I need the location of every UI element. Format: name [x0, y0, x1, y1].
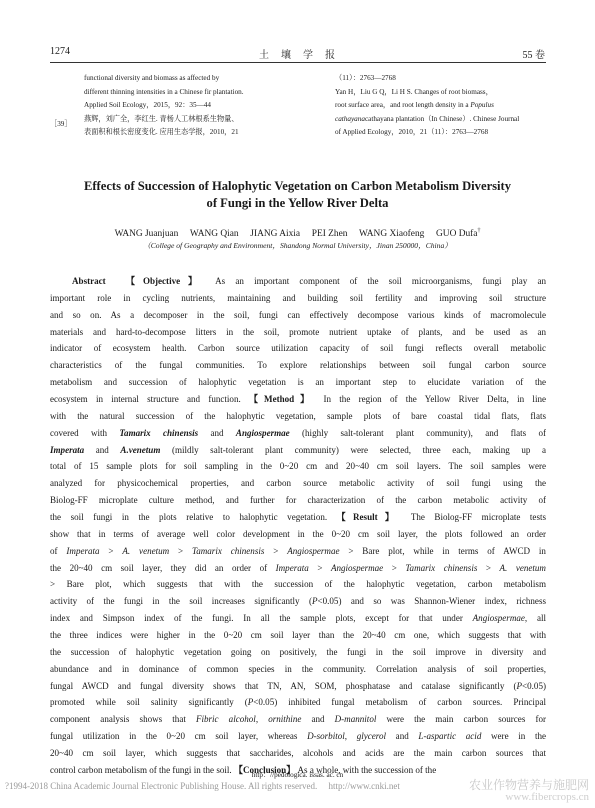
italic-term: Imperata: [275, 562, 309, 573]
reference-number: ［39］: [50, 120, 72, 128]
abstract-text: As a whole, with the succession of the: [295, 764, 437, 775]
abstract-line: [50, 307, 546, 324]
abstract-text: > Bare plot, which suggests that with the succession of the halophytic vegetation, carbon metabolism: [50, 579, 546, 590]
abstract-text: >: [169, 545, 193, 556]
italic-term: Angiospermae: [330, 562, 384, 573]
abstract-line: [50, 526, 546, 543]
volume-number: 55 卷: [522, 50, 545, 61]
abstract-text: promoted while soil salinity significantly (: [50, 697, 248, 708]
abstract-text: >: [308, 562, 331, 573]
abstract-text: (mildly salt-tolerant plant community) were selected, three each, making up a: [160, 444, 546, 455]
italic-term: P: [516, 680, 523, 691]
abstract-line: [50, 374, 546, 391]
abstract-line: [50, 273, 546, 290]
abstract-text: total of 15 sample plots for soil sampling in the 0~20 cm and 20~40 cm soil layers. The soil samples were: [50, 461, 546, 472]
abstract-text: and: [198, 427, 236, 438]
title-line: of Fungi in the Yellow River Delta: [206, 196, 389, 210]
corresponding-author-mark: †: [477, 227, 481, 234]
italic-term: Angiospermae: [287, 545, 340, 556]
italic-term: Imperata: [66, 545, 100, 556]
italic-term: D-sorbitol: [307, 731, 345, 742]
abstract-text: > Bare plot, while in terms of AWCD in: [339, 545, 546, 556]
abstract-text: Biolog-FF microplate culture method, and further for characterization of the carbon metabolic activity of: [50, 495, 546, 506]
abstract-line: [50, 340, 546, 357]
abstract-text: <0.05): [522, 680, 546, 691]
abstract-text: materials and hard-to-decompose litters in the soil, promote nutrient uptake of plants, and be used as an: [50, 326, 546, 337]
abstract-line: [50, 644, 546, 661]
abstract-line: [50, 711, 546, 728]
abstract-line: [50, 442, 546, 459]
abstract-line: [50, 458, 546, 475]
abstract-text: metabolism and succession of halophytic vegetation is an important step to elucidate variation of the: [50, 377, 546, 388]
abstract-text: indicator of ecosystem health. Carbon source utilization capacity of soil fungi reflects overall metabolic: [50, 343, 546, 354]
abstract-line: [50, 475, 546, 492]
abstract-text: important role in cycling nutrients, maintaining and building soil fertility and improving soil structure: [50, 292, 546, 303]
abstract-text: show that in terms of average well color development in the 0~20 cm soil layer, the plots followed an order: [50, 528, 546, 539]
section-marker: 【Method】: [249, 394, 316, 405]
abstract-text: index and Simpson index of the fungi. In all the sample plots, except for that under: [50, 613, 473, 624]
italic-term: A. venetum: [499, 562, 546, 573]
abstract-text: covered with: [50, 427, 120, 438]
abstract-line: [50, 560, 546, 577]
abstract-text: <0.05) inhibited fungal metabolism of carbon sources. Principal: [253, 697, 546, 708]
copyright-notice: ?1994-2018 China Academic Journal Electronic Publishing House. All rights reserved. http://www.cnki.net: [5, 781, 400, 791]
affiliation: （College of Geography and Environment，Shandong Normal University，Jinan 250000，China）: [143, 241, 452, 250]
abstract-line: [50, 425, 546, 442]
italic-term: Angiospermae: [472, 613, 525, 624]
abstract-text: (highly salt-tolerant plant community), and flats of: [289, 427, 546, 438]
abstract-text: component analysis shows that: [50, 714, 196, 725]
section-marker: 【Conclusion】: [233, 764, 296, 775]
italic-term: D-mannitol: [334, 714, 377, 725]
abstract-line: [50, 728, 546, 745]
abstract-text: fungal utilization in the 0~20 cm soil layer, whereas: [50, 731, 308, 742]
abstract-text: and: [301, 714, 335, 725]
abstract-text: the three indices were higher in the 0~20 cm soil layer than the 20~40 cm one, which suggests that with: [50, 630, 546, 641]
italic-term: Tamarix chinensis: [119, 427, 199, 438]
abstract-text: ,: [344, 731, 357, 742]
abstract-text: analyzed for physicochemical properties, and carbon source metabolic activity of soil fungi using the: [50, 478, 546, 489]
abstract-text: the soil fungi in the plots relative to halophytic vegetation.: [50, 512, 337, 523]
reference-line: （11）：2763—2768: [335, 74, 396, 82]
abstract-text: >: [383, 562, 406, 573]
watermark-text: 农业作物营养与施肥网: [468, 778, 589, 792]
abstract-text: In the region of the Yellow River Delta, in line: [315, 394, 546, 405]
reference-line: different thinning intensities in a Chinese fir plantation.: [84, 87, 244, 96]
italic-term: Populus: [470, 101, 494, 110]
italic-term: A. venetum: [122, 545, 170, 556]
italic-term: P: [311, 596, 318, 607]
abstract-text: fungal AWCD and fungal diversity shows that TN, AN, SOM, phosphatase and catalase significantly (: [50, 680, 517, 691]
abstract-text: activity of the fungi in the soil increases significantly (: [50, 596, 312, 607]
abstract-line: [50, 661, 546, 678]
abstract-text: >: [477, 562, 500, 573]
reference-line: cathayanacathayana plantation（In Chinese）. Chinese Journal: [335, 114, 520, 123]
authors-text: WANG Juanjuan WANG Qian JIANG Aixia PEI Zhen WANG Xiaofeng GUO Dufa: [114, 229, 478, 239]
abstract-text: were the main carbon sources for: [376, 714, 546, 725]
abstract-line: [50, 543, 546, 560]
header-rule: [50, 62, 546, 63]
abstract-text: characteristics of the fungal communities. To explore relationships between soil fungal carbon source: [50, 360, 546, 371]
abstract-text: 20~40 cm soil layer, which suggests that saccharides, alcohols and acids are the main carbon sources that: [50, 748, 546, 759]
abstract-label: Abstract: [72, 276, 106, 286]
abstract-line: [50, 610, 546, 627]
abstract-text: with the natural succession of the halophytic vegetation, sample plots of bare coastal tidal flats, flats: [50, 410, 546, 421]
italic-term: Fibric alcohol: [195, 714, 256, 725]
abstract-text: and so on. As a decomposer in the soil, fungi can effectively decompose various kinds of macromolecule: [50, 309, 546, 320]
abstract-line: [50, 509, 546, 526]
abstract-line: [50, 357, 546, 374]
abstract-text: As an important component of the soil microorganisms, fungi play an: [204, 276, 546, 286]
abstract-text: ecosystem in internal structure and function.: [50, 394, 249, 405]
journal-url: http：//pedologica. issas. ac. cn: [251, 771, 344, 779]
abstract-line: [50, 290, 546, 307]
italic-term: Tamarix chinensis: [405, 562, 478, 573]
abstract-text: <0.05) and so was Shannon-Wiener index, richness: [317, 596, 546, 607]
abstract-text: abundance and in dominance of common species in the community. Correlation analysis of soil properties,: [50, 663, 546, 674]
abstract-line: [50, 408, 546, 425]
abstract-line: [50, 745, 546, 762]
abstract-line: [50, 694, 546, 711]
abstract-text: were in the: [481, 731, 546, 742]
references-left-column: [84, 72, 244, 140]
abstract-text: >: [264, 545, 288, 556]
italic-term: L-aspartic acid: [418, 731, 482, 742]
abstract-line: [50, 627, 546, 644]
abstract-body: [50, 273, 546, 779]
abstract-text: the 20~40 cm soil layer, they did an order of: [50, 562, 276, 573]
abstract-line: [50, 593, 546, 610]
section-marker: 【Objective】: [126, 276, 205, 286]
abstract-line: [50, 391, 546, 408]
journal-name: 土 壤 学 报: [259, 50, 336, 61]
references-right-column: [335, 72, 519, 140]
reference-line: functional diversity and biomass as affected by: [84, 74, 220, 82]
abstract-line: [50, 324, 546, 341]
abstract-text: ,: [255, 714, 269, 725]
reference-line: of Applied Ecology，2010，21（11）：2763—2768: [335, 128, 489, 137]
italic-term: glycerol: [356, 731, 387, 742]
italic-term: Tamarix chinensis: [192, 545, 265, 556]
italic-term: Angiospermae: [235, 427, 290, 438]
abstract-text: and: [84, 444, 121, 455]
abstract-text: and: [386, 731, 419, 742]
paper-title: [40, 178, 555, 212]
abstract-text: control carbon metabolism of the fungi in the soil.: [50, 764, 234, 775]
reference-line: 燕辉，刘广全，李红生. 青杨人工林根系生物量、: [84, 114, 239, 123]
abstract-text: the succession of halophytic vegetation going on positively, the fungi in the soil improve in diversity and: [50, 646, 546, 657]
title-line: Effects of Succession of Halophytic Vegetation on Carbon Metabolism Diversity: [83, 179, 512, 193]
author-list: [40, 225, 555, 239]
section-marker: 【Result】: [336, 512, 402, 523]
abstract-line: [50, 492, 546, 509]
reference-line: 表面积和根长密度变化. 应用生态学报，2010，21: [84, 128, 239, 137]
abstract-text: , all: [524, 613, 546, 624]
abstract-text: >: [99, 545, 123, 556]
watermark-url: www.fibercrops.cn: [505, 791, 589, 803]
reference-line: root surface area，and root length density in a Populus: [335, 101, 494, 110]
italic-term: Imperata: [50, 444, 85, 455]
italic-term: ornithine: [268, 714, 302, 725]
reference-line: Applied Soil Ecology，2015，92：35—44: [84, 101, 211, 110]
reference-line: Yan H，Liu G Q，Li H S. Changes of root biomass，: [335, 87, 493, 96]
abstract-line: [50, 576, 546, 593]
abstract-line: [50, 678, 546, 695]
italic-term: P: [247, 697, 254, 708]
italic-term: cathayana: [335, 114, 365, 123]
abstract-text: The Biolog-FF microplate tests: [401, 512, 546, 523]
abstract-text: of: [50, 545, 67, 556]
page-number: 1274: [50, 46, 70, 57]
italic-term: A.venetum: [120, 444, 161, 455]
